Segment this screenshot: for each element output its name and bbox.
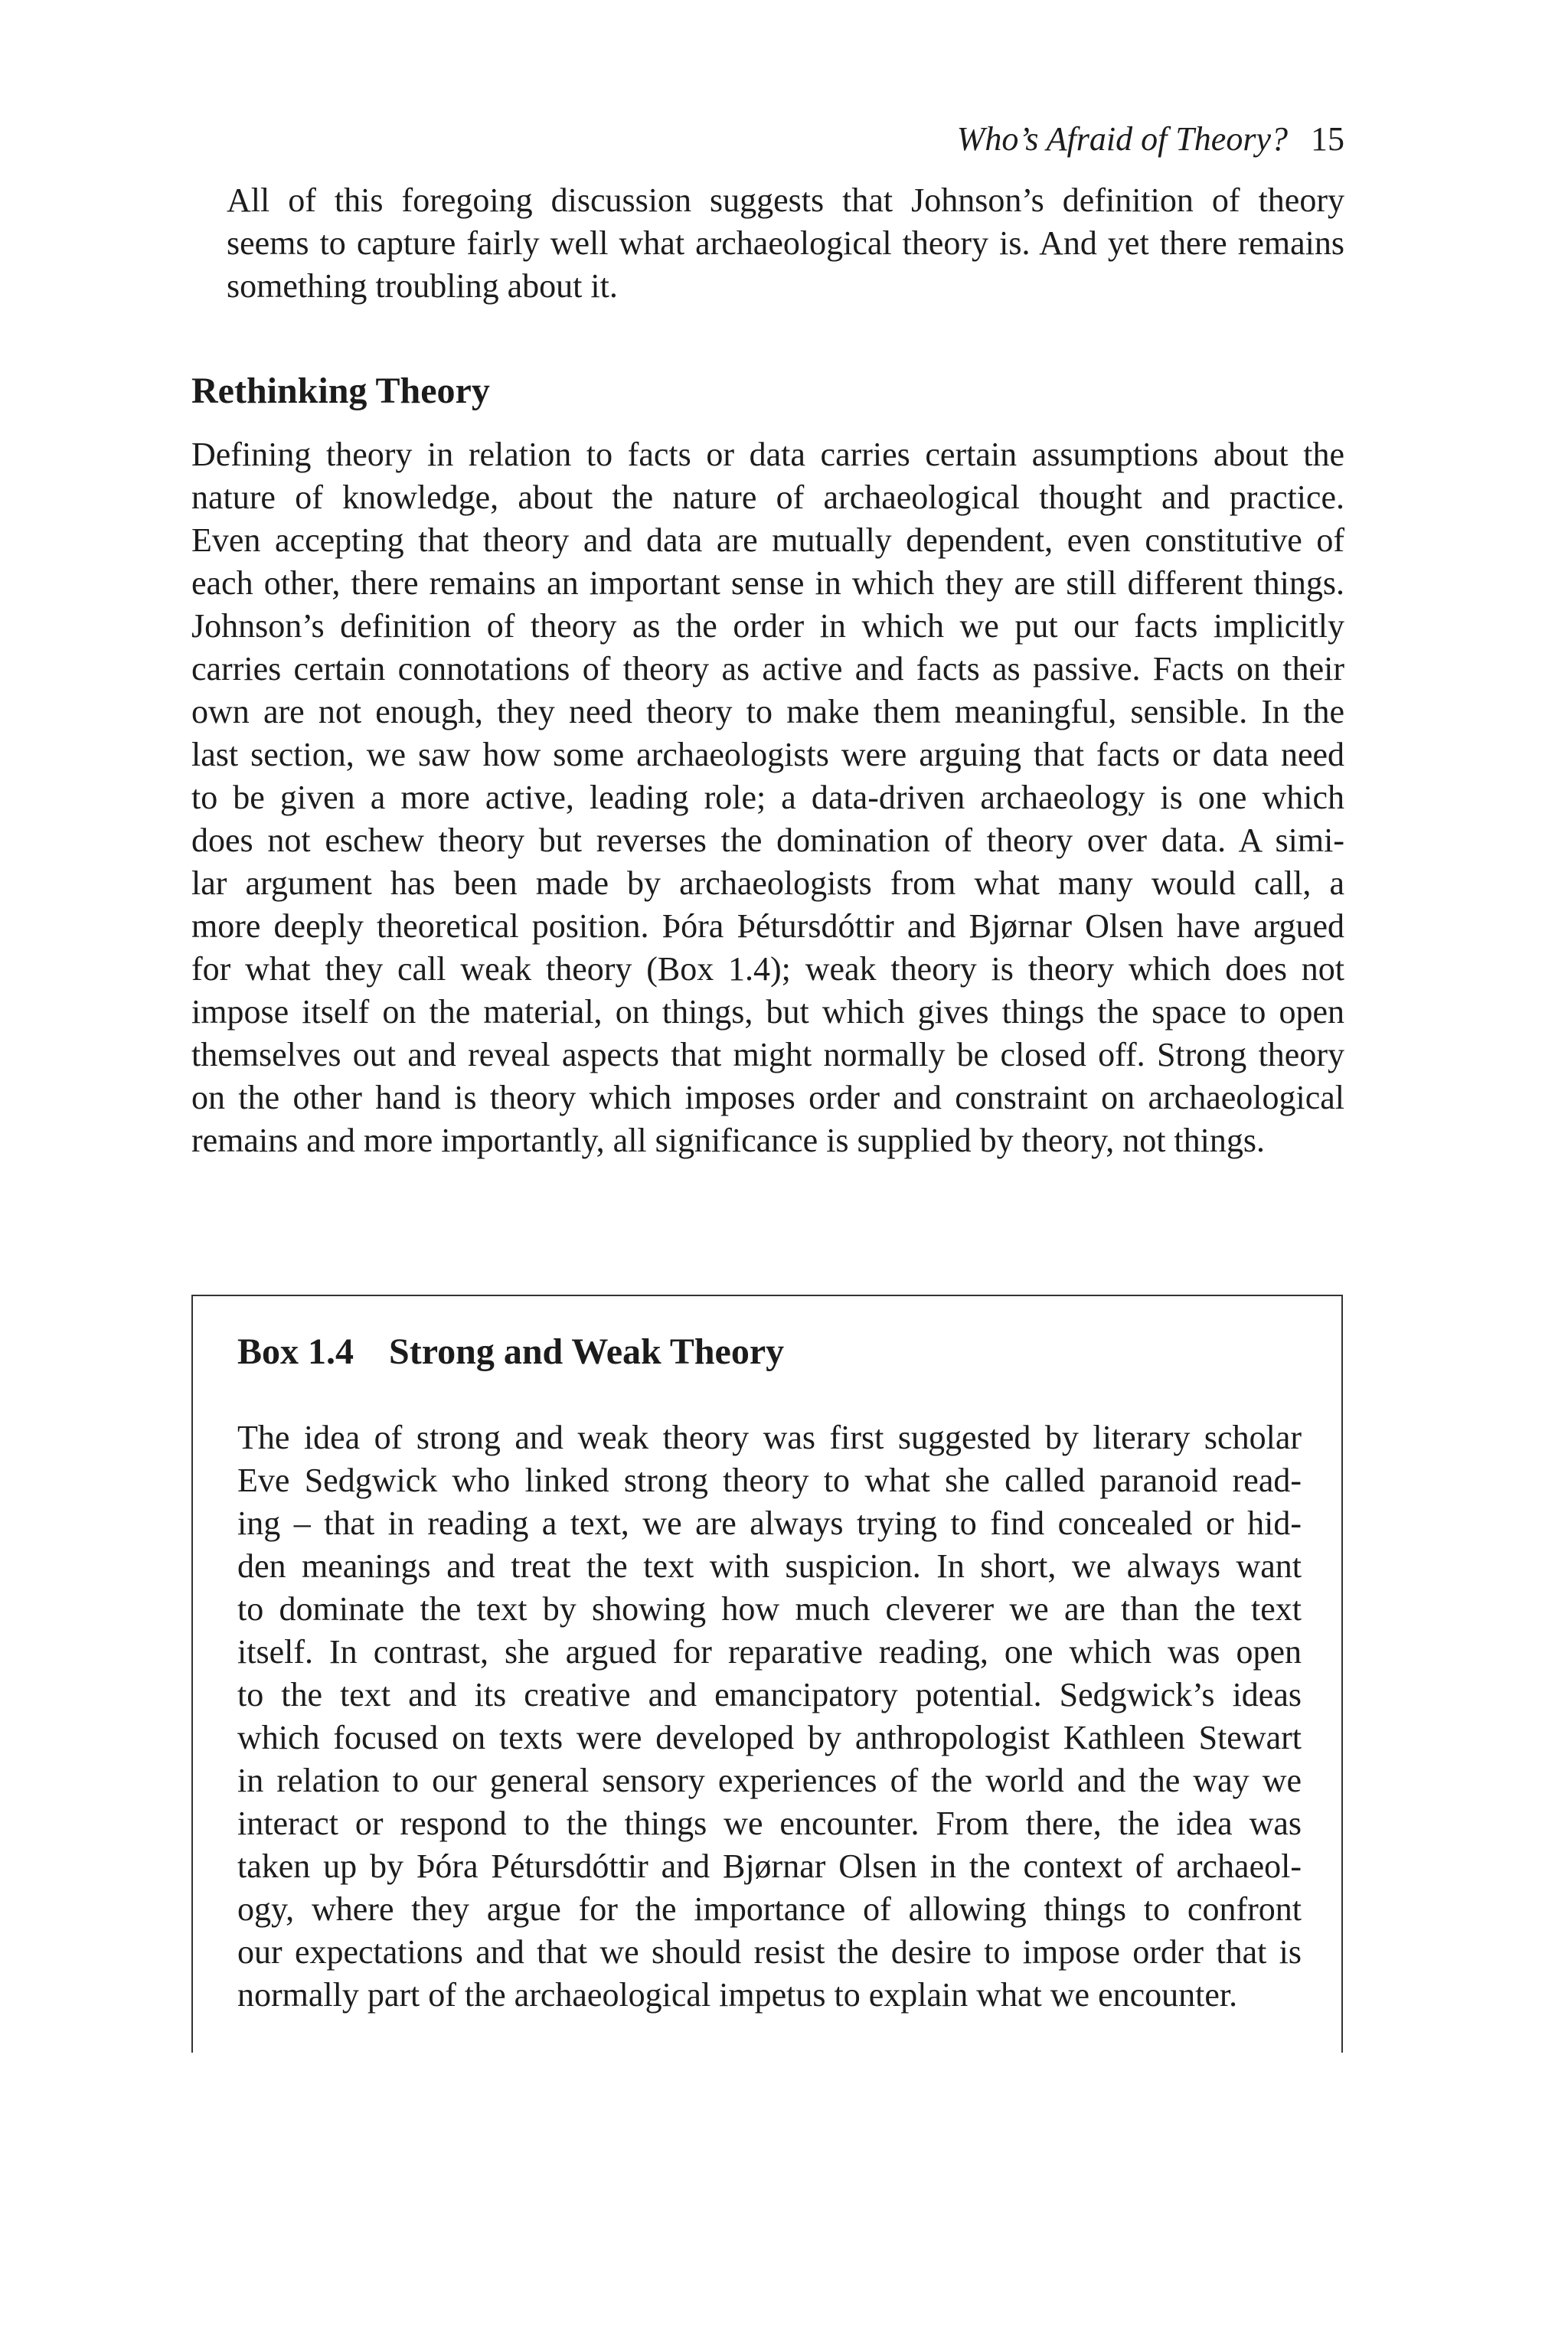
text-box — [191, 1295, 1343, 2053]
section-paragraph — [191, 433, 1344, 1162]
box-line: our expectations and that we should resist the desire to impose order that is — [237, 1933, 1302, 1971]
box-line: taken up by Þóra Pétursdóttir and Bjørnar Olsen in the context of archaeol- — [237, 1847, 1302, 1885]
box-heading: Strong and Weak Theory — [389, 1331, 785, 1372]
box-label: Box 1.4 — [237, 1331, 354, 1372]
running-head — [957, 116, 1344, 162]
paragraph-line: more deeply theoretical position. Þóra Þétursdóttir and Bjørnar Olsen have argued — [191, 907, 1344, 945]
box-line: itself. In contrast, she argued for reparative reading, one which was open — [237, 1633, 1302, 1671]
paragraph-line: carries certain connotations of theory as active and facts as passive. Facts on their — [191, 650, 1344, 688]
paragraph-line: impose itself on the material, on things, but which gives things the space to open — [191, 993, 1344, 1031]
box-paragraph — [237, 1416, 1302, 2017]
box-line: in relation to our general sensory experiences of the world and the way we — [237, 1762, 1302, 1799]
paragraph-line: remains and more importantly, all significance is supplied by theory, not things. — [191, 1122, 1266, 1159]
intro-paragraph — [191, 179, 1344, 308]
paragraph-line: Defining theory in relation to facts or data carries certain assumptions about the — [191, 436, 1344, 473]
section-heading: Rethinking Theory — [191, 371, 490, 411]
box-line: The idea of strong and weak theory was first suggested by literary scholar — [237, 1419, 1302, 1456]
box-line: Eve Sedgwick who linked strong theory to what she called paranoid read- — [237, 1462, 1302, 1499]
page-number: 15 — [1311, 120, 1344, 158]
paragraph-line: last section, we saw how some archaeologists were arguing that facts or data need — [191, 736, 1344, 773]
box-line: den meanings and treat the text with suspicion. In short, we always want — [237, 1547, 1302, 1585]
box-line: to dominate the text by showing how much cleverer we are than the text — [237, 1590, 1302, 1628]
box-line: ing – that in reading a text, we are always trying to find concealed or hid- — [237, 1504, 1302, 1542]
paragraph-line: lar argument has been made by archaeologists from what many would call, a — [191, 864, 1344, 902]
box-line: which focused on texts were developed by anthropologist Kathleen Stewart — [237, 1719, 1302, 1756]
paragraph-line: on the other hand is theory which imposes order and constraint on archaeological — [191, 1079, 1344, 1116]
paragraph-line: each other, there remains an important sense in which they are still different things. — [191, 564, 1344, 602]
paragraph-line: own are not enough, they need theory to make them meaningful, sensible. In the — [191, 693, 1344, 730]
running-head-title: Who’s Afraid of Theory? — [956, 120, 1288, 158]
box-line: to the text and its creative and emancipatory potential. Sedgwick’s ideas — [237, 1676, 1302, 1713]
paragraph-line: Even accepting that theory and data are mutually dependent, even constitutive of — [191, 521, 1344, 559]
paragraph-line: themselves out and reveal aspects that might normally be closed off. Strong theory — [191, 1036, 1344, 1073]
paragraph-line: Johnson’s definition of theory as the order in which we put our facts implicitly — [191, 607, 1344, 645]
paragraph-line: All of this foregoing discussion suggests that Johnson’s definition of theory — [227, 181, 1344, 219]
box-title — [237, 1329, 784, 1375]
paragraph-line: does not eschew theory but reverses the domination of theory over data. A simi- — [191, 822, 1344, 859]
box-line: ogy, where they argue for the importance of allowing things to confront — [237, 1890, 1302, 1928]
paragraph-line: to be given a more active, leading role; a data-driven archaeology is one which — [191, 779, 1344, 816]
paragraph-line: seems to capture fairly well what archaeological theory is. And yet there remains — [227, 224, 1344, 262]
box-line: normally part of the archaeological impetus to explain what we encounter. — [237, 1976, 1238, 2014]
paragraph-line: nature of knowledge, about the nature of archaeological thought and practice. — [191, 479, 1344, 516]
paragraph-line: for what they call weak theory (Box 1.4); weak theory is theory which does not — [191, 950, 1344, 988]
paragraph-line: something troubling about it. — [227, 267, 618, 305]
box-line: interact or respond to the things we encounter. From there, the idea was — [237, 1805, 1302, 1842]
